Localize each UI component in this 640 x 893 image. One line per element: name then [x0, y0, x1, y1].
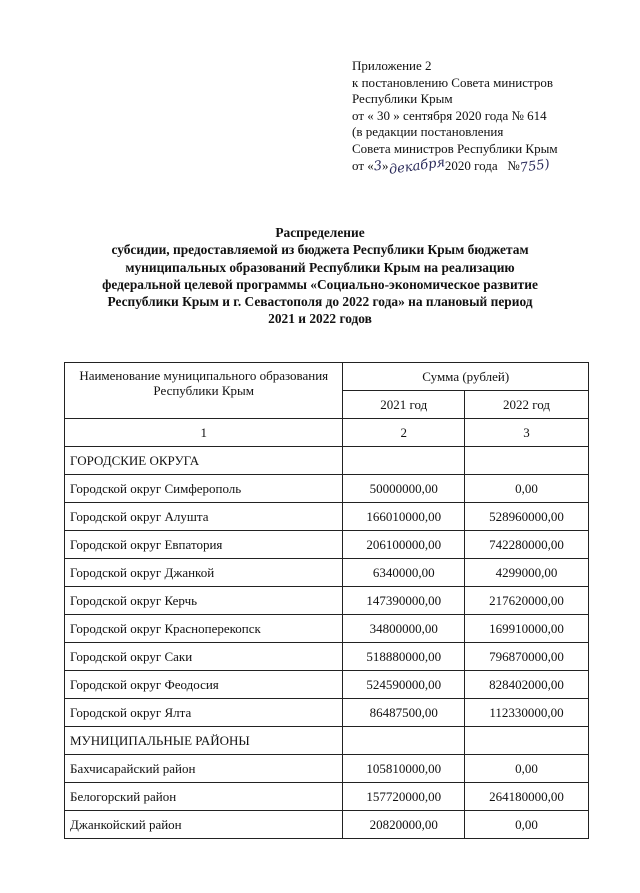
handwritten-number: 755) [518, 156, 551, 176]
header-sum: Сумма (рублей) [343, 363, 589, 391]
header-2022: 2022 год [464, 391, 588, 419]
title-line: Распределение [275, 225, 365, 240]
row-value-2021: 524590000,00 [343, 671, 464, 699]
annex-year: 2020 года [444, 157, 498, 173]
table-row [65, 615, 589, 643]
row-name: Городской округ Джанкой [65, 559, 343, 587]
row-value-2021: 166010000,00 [343, 503, 464, 531]
row-name: ГОРОДСКИЕ ОКРУГА [65, 447, 343, 475]
row-value-2021: 518880000,00 [343, 643, 464, 671]
row-name: Джанкойский район [65, 811, 343, 839]
row-value-2022 [464, 727, 588, 755]
row-value-2021: 6340000,00 [343, 559, 464, 587]
table-row [65, 755, 589, 783]
row-value-2022: 828402000,00 [464, 671, 588, 699]
row-value-2022: 264180000,00 [464, 783, 588, 811]
row-value-2021: 147390000,00 [343, 587, 464, 615]
annex-line: Приложение 2 [352, 58, 432, 73]
row-value-2022: 217620000,00 [464, 587, 588, 615]
column-number: 2 [343, 419, 464, 447]
table-header-row [65, 363, 589, 391]
row-value-2022 [464, 447, 588, 475]
row-value-2022: 0,00 [464, 475, 588, 503]
annex-quote: » [382, 157, 389, 173]
row-name: Городской округ Керчь [65, 587, 343, 615]
row-value-2022: 528960000,00 [464, 503, 588, 531]
row-value-2021: 50000000,00 [343, 475, 464, 503]
row-value-2022: 0,00 [464, 811, 588, 839]
table-row [65, 447, 589, 475]
row-name: Городской округ Ялта [65, 699, 343, 727]
row-value-2021: 20820000,00 [343, 811, 464, 839]
row-name: Бахчисарайский район [65, 755, 343, 783]
row-value-2022: 112330000,00 [464, 699, 588, 727]
title-line: Республики Крым и г. Севастополя до 2022 года» на плановый период [107, 294, 533, 310]
distribution-table [64, 362, 589, 839]
annex-line-handwritten-date [352, 154, 632, 178]
row-value-2021: 157720000,00 [343, 783, 464, 811]
title-line: 2021 и 2022 годов [268, 311, 372, 327]
table-row [65, 559, 589, 587]
row-value-2021: 105810000,00 [343, 755, 464, 783]
row-value-2021: 206100000,00 [343, 531, 464, 559]
table-row [65, 783, 589, 811]
column-number: 3 [464, 419, 588, 447]
row-name: Городской округ Красноперекопск [65, 615, 343, 643]
table-row [65, 811, 589, 839]
table-row [65, 643, 589, 671]
annex-line: от « 30 » сентября 2020 года № 614 [352, 107, 547, 123]
annex-line: к постановлению Совета министров [352, 74, 553, 90]
handwritten-day: 3 [372, 158, 383, 175]
row-value-2022: 796870000,00 [464, 643, 588, 671]
row-name: Городской округ Евпатория [65, 531, 343, 559]
annex-line: Совета министров Республики Крым [352, 140, 558, 156]
row-value-2021 [343, 727, 464, 755]
table-row [65, 727, 589, 755]
row-name: МУНИЦИПАЛЬНЫЕ РАЙОНЫ [65, 727, 343, 755]
table-numbering-row [65, 419, 589, 447]
row-name: Белогорский район [65, 783, 343, 811]
title-line: субсидии, предоставляемой из бюджета Республики Крым бюджетам [111, 242, 529, 258]
row-name: Городской округ Алушта [65, 503, 343, 531]
row-value-2021: 34800000,00 [343, 615, 464, 643]
annex-block [352, 58, 632, 178]
title-line: федеральной целевой программы «Социально-экономическое развитие [102, 276, 538, 292]
table-row [65, 503, 589, 531]
table-row [65, 531, 589, 559]
row-value-2022: 169910000,00 [464, 615, 588, 643]
header-2021: 2021 год [343, 391, 464, 419]
table-row [65, 475, 589, 503]
table-row [65, 587, 589, 615]
annex-number-sign: № [507, 157, 520, 173]
row-name: Городской округ Симферополь [65, 475, 343, 503]
title-line: муниципальных образований Республики Крым на реализацию [125, 259, 515, 275]
table-row [65, 671, 589, 699]
row-name: Городской округ Феодосия [65, 671, 343, 699]
annex-prefix: от « [352, 157, 374, 173]
document-title [60, 224, 580, 328]
row-name: Городской округ Саки [65, 643, 343, 671]
row-value-2022: 742280000,00 [464, 531, 588, 559]
row-value-2022: 4299000,00 [464, 559, 588, 587]
annex-line: (в редакции постановления [352, 124, 504, 140]
column-number: 1 [65, 419, 343, 447]
row-value-2021 [343, 447, 464, 475]
row-value-2021: 86487500,00 [343, 699, 464, 727]
handwritten-month: декабря [387, 154, 446, 178]
annex-line: Республики Крым [352, 91, 453, 107]
row-value-2022: 0,00 [464, 755, 588, 783]
header-name: Наименование муниципального образования Республики Крым [65, 363, 343, 419]
table-row [65, 699, 589, 727]
